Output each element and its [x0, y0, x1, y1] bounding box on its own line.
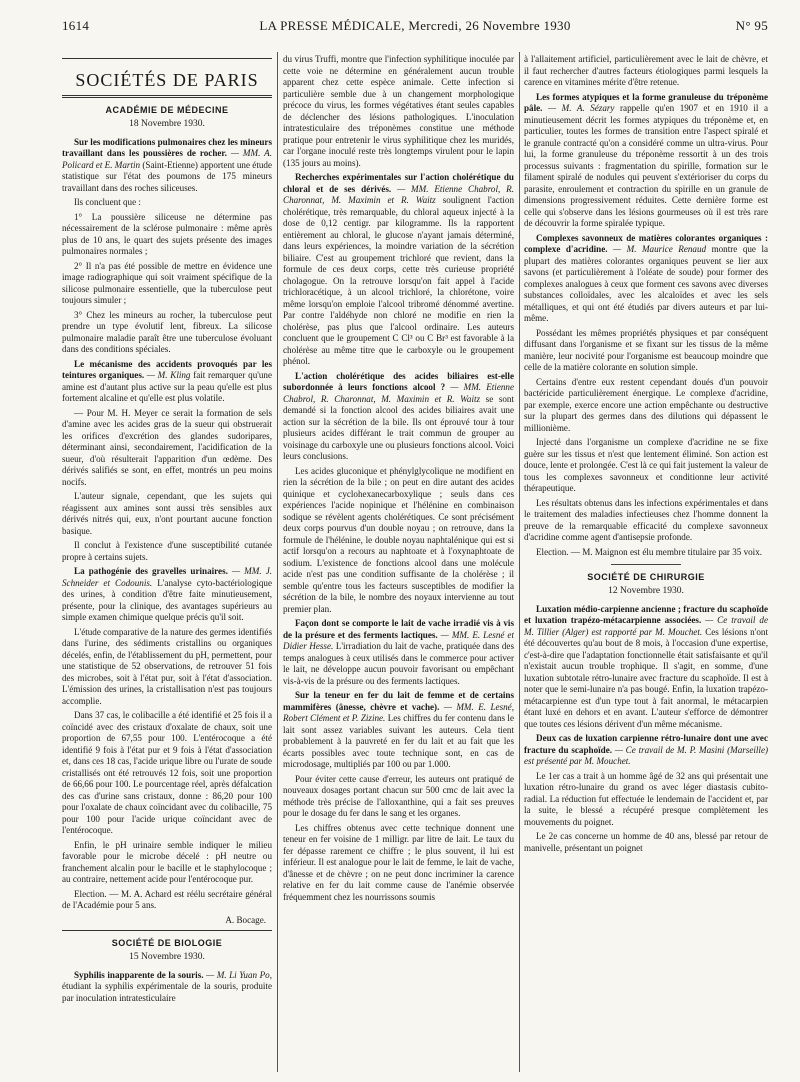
- article-authors: — Ce travail de M. Tillier (Alger) est rapporté par M. Mouchet.: [524, 615, 768, 637]
- paragraph: L'auteur signale, cependant, que les sujets qui réagissent aux amines sont aussi très sensibles aux dérivés nitrés qui, eux, n'ont pourtant aucune fonction basique.: [62, 491, 272, 536]
- election-note: Election. — M. A. Achard est réélu secrétaire général de l'Académie pour 5 ans.: [62, 888, 272, 910]
- paragraph: L'étude comparative de la nature des germes identifiés dans l'urine, des sédiments cristallins ou organiques décelés, enfin, de l'établissement du pH, permettent, pour une statistique de 52 observations, de retrouver 51 fois des microbes, soit à l'état pur, soit à l'état d'association. L'émission des urines, la cristallisation n'est pas toujours accomplie.: [62, 626, 272, 706]
- session-date: 18 Novembre 1930.: [129, 119, 205, 129]
- rule: [611, 564, 681, 565]
- paragraph: Pour éviter cette cause d'erreur, les auteurs ont pratiqué de nouveaux dosages portant chacun sur 500 cmc de lait avec la méthode très précise de l'alloxanthine, qui a fait ses preuves pour le dosage du fer dans le sang et les organes.: [283, 773, 514, 818]
- page-number: 1614: [62, 18, 90, 33]
- article-title: Sur la teneur en fer du lait de femme et de certains mammifères (ânesse, chèvre et vache).: [283, 690, 514, 712]
- article-title: Les formes atypiques et la forme granuleuse du tréponème pâle.: [524, 91, 768, 113]
- article-title: Complexes savonneux de matières colorantes organiques : complexe d'acridine.: [524, 232, 768, 254]
- paragraph: du virus Truffi, montre que l'infection syphilitique inoculée par cette voie ne détermine en généralement aucun trouble apparent chez cette espèce animale. Cette infection si particulière semble due à un changement morphologique précoce du virus, les formes végétatives étant seules capables de déclencher des lésions pathologiques. L'inoculation intratesticulaire des tréponèmes constitue une méthode pratique pour entretenir le virus syphilitique chez les muridés, car l'organe inoculé reste très longtemps virulent pour le lapin (135 jours au moins).: [283, 54, 514, 168]
- paragraph: Certains d'entre eux restent cependant doués d'un pouvoir bactéricide particulièrement énergique. Le complexe d'acridine, par exemple, exerce encore une action empêchante ou destructive sur la plupart des germes dans des dilutions qui dépassent le millionième.: [524, 376, 768, 433]
- society-heading: SOCIÉTÉ DE BIOLOGIE: [111, 938, 223, 948]
- article-authors: — Ce travail de M. P. Masini (Marseille) est présenté par M. Mouchet.: [524, 744, 768, 766]
- article-title: Façon dont se comporte le lait de vache irradié vis à vis de la présure et des ferments lactiques.: [283, 618, 514, 640]
- column-divider: [519, 52, 520, 1072]
- session-date: 12 Novembre 1930.: [608, 586, 684, 596]
- article-authors: — M. Maurice Renaud: [613, 244, 707, 254]
- column-2: [283, 54, 514, 1072]
- article-text: (Saint-Etienne) apportent une étude statistique sur l'état des poumons de 175 mineurs travaillant dans des roches siliceuses.: [62, 159, 272, 193]
- paragraph: Possédant les mêmes propriétés physiques et par conséquent diffusant dans l'organisme et se fixant sur les tissus de la même manière, leur nocivité pour l'organisme est beaucoup moindre que celle de la matière colorante en solution simple.: [524, 327, 768, 372]
- paragraph: 1° La poussière siliceuse ne détermine pas nécessairement de la sclérose pulmonaire : même après plus de 10 ans, le quart des sujets présente des images pulmonaires normales ;: [62, 211, 272, 256]
- paragraph: — Pour M. H. Meyer ce serait la formation de sels d'amine avec les acides gras de la sueur qui obstruerait les orifices d'excrétion des glandes sudoripares, déterminant ainsi, secondairement, l'acidification de la sueur, d'où résulterait l'apparition d'un œdème. Des dérivés salifiés se sont, en effet, montrés un peu moins nocifs.: [62, 407, 272, 487]
- article-text: rappelle qu'en 1907 et en 1910 il a minutieusement décrit les formes atypiques du tréponème et, en particulier, toutes les formes de transition entre l'aspect spiralé et le granule contracté qu'on a considéré comme un ultra-virus. Pour lui, la forme granuleuse du tréponème ressortit à un des trois processus suivants : fragmentation du spirille, formation sur le filament spiralé de nodules qui peuvent s'extérioriser du corps du parasite, enroulement et contraction du spirille en un granule de dimensions progressivement réduites. Cette dernière forme est celle qui s'observe dans les lésions gourmeuses où il est très rare de découvrir la forme spiralée typique.: [524, 103, 768, 228]
- article-title: La pathogénie des gravelles urinaires.: [74, 566, 228, 576]
- paragraph: Les acides gluconique et phénylglycolique ne modifient en rien la sécrétion de la bile ; on peut en dire autant des acides quinique et cyclohexanecarboxylique ; seuls dans ces expériences l'acide nopinique et l'hélénine en combinaison sodique se révèlent agents cholérétiques. Ce sont précisément deux corps pourvus d'un double noyau ; on retrouve, dans la formule de l'hélénine, le double noyau naphtalénique qui est si actif lorsqu'on a recours au naphtoate et à l'oxynaphtoate de sodium. L'existence de fonctions alcool dans une molécule acide n'est pas une condition suffisante de la cholérèse ; il semble qu'entre tous les facteurs susceptibles de modifier la sécrétion de la bile, le nombre des noyaux intervienne au tout premier plan.: [283, 465, 514, 614]
- paragraph: Ils concluent que :: [74, 197, 141, 207]
- article: [524, 733, 768, 768]
- article-title: Recherches expérimentales sur l'action cholérétique du chloral et de ses dérivés.: [283, 172, 514, 194]
- article-authors: — MM. A. Policard et E. Martin: [62, 148, 272, 170]
- article-title: Le mécanisme des accidents provoqués par les teintures organiques.: [62, 358, 272, 380]
- rule: [62, 95, 272, 98]
- election-note: Election. — M. Maignon est élu membre titulaire par 35 voix.: [536, 546, 763, 557]
- paragraph: Injecté dans l'organisme un complexe d'acridine ne se fixe guère sur les tissus et n'est que lentement éliminé. Son action est douce, lente et prolongée. C'est là ce qui fait justement la valeur de tous les complexes savonneux et conditionne leur activité thérapeutique.: [524, 437, 768, 493]
- article-title: Sur les modifications pulmonaires chez les mineurs travaillant dans les poussières de rocher.: [62, 136, 272, 158]
- article-text: L'analyse cyto-bactériologique des urines, à condition d'être faite minutieusement, présente, pour la clinique, des avantages supérieurs au simple examen chimique quelque précis qu'il soit.: [62, 577, 272, 622]
- paragraph: 2° Il n'a pas été possible de mettre en évidence une image radiographique qui soit vraiment spécifique de la silicose pulmonaire essentielle, que la tuberculose peut toujours simuler ;: [62, 260, 272, 305]
- article-text: L'irradiation du lait de vache, pratiquée dans des temps analogues à ceux utilisés dans le commerce pour activer le lait, ne développe aucun pouvoir favorisant ou empêchant vis-à-vis de la présure ou des ferments lactiques.: [283, 641, 514, 686]
- session-date: 15 Novembre 1930.: [129, 952, 205, 962]
- article-title: L'action cholérétique des acides biliaires est-elle subordonnée à leurs fonctions alcool ?: [283, 370, 514, 392]
- article: [283, 371, 514, 463]
- column-1: [62, 54, 272, 1072]
- article: [283, 690, 514, 771]
- journal-title: LA PRESSE MÉDICALE, Mercredi, 26 Novembre 1930: [259, 18, 571, 33]
- article: [283, 172, 514, 368]
- article: [62, 137, 272, 195]
- paragraph: Les chiffres obtenus avec cette technique donnent une teneur en fer voisine de 1 milligr. par litre de lait. Le taux du fer dépasse rarement ce chiffre ; le plus souvent, il lui est inférieur. Il est analogue pour le lait de femme, le lait de vache, d'ânesse et de chèvre ; on ne peut donc incriminer la carence relative en fer du lait comme cause de l'anémie observée fréquemment chez les nourrissons soumis: [283, 822, 514, 902]
- issue-number: N° 95: [735, 18, 768, 33]
- article-text: montre que la plupart des matières colorantes organiques peuvent se lier aux savons (et particulièrement à l'oléate de soude) pour former des complexes analogues à ceux que forment ces savons avec diverses substances colloïdales, avec les alcaloïdes et avec les sels métalliques, et qui ont été étudiés par divers auteurs et par lui-même.: [524, 244, 768, 323]
- article: [62, 970, 272, 1005]
- article-text: étudiant la syphilis expérimentale de la souris, produite par inoculation intratesticulaire: [62, 981, 272, 1003]
- running-header: [62, 18, 768, 38]
- article-text: fait remarquer qu'une amine est d'autant plus active sur la peau qu'elle est plus fortement alcaline et qu'elle est plus volatile.: [62, 370, 272, 403]
- article-authors: — MM. Etienne Chabrol, R. Charonnat, M. Maximin et R. Waitz: [283, 382, 514, 404]
- article: [524, 92, 768, 230]
- article-text: soulignent l'action cholérétique, très remarquable, du chloral aqueux injecté à la dose de 0,12 centigr. par kilogramme. Ils la rapportent entièrement au chloral, le glucose n'ayant jamais déterminé, dans leurs expériences, la moindre variation de la sécrétion biliaire. C'est au groupement trichloré que revient, dans la formule de ces deux corps, cette très curieuse propriété cholagogue. On la retrouve lorsqu'on fait appel à l'acide trichloracétique, à un alcool trichloré, la chlorétone, voire même lorsqu'on emploie l'alcool tribromé dénommé avertine. Par contre l'aldéhyde non chloré ne modifie en rien la cholérèse, pas plus que l'alcool ordinaire. Les auteurs concluent que le groupement C Cl³ ou C Br³ est favorable à la cholérèse au même titre que le carboxyle ou le groupement phénol.: [283, 195, 514, 366]
- paragraph: Enfin, le pH urinaire semble indiquer le milieu favorable pour le microbe décelé : pH neutre ou franchement alcalin pour le bacille et le staphylocoque ; au contraire, nettement acide pour l'entérocoque pur.: [62, 839, 272, 884]
- signature: A. Bocage.: [225, 914, 266, 925]
- section-title: SOCIÉTÉS DE PARIS: [75, 70, 259, 90]
- paragraph: à l'allaitement artificiel, particulièrement avec le lait de chèvre, et il faut rechercher d'autres facteurs étiologiques parmi lesquels la carence en vitamines mérite d'être retenue.: [524, 54, 768, 87]
- society-heading: ACADÉMIE DE MÉDECINE: [105, 105, 229, 115]
- article: [524, 604, 768, 731]
- paragraph: Dans 37 cas, le colibacille a été identifié et 25 fois il a coïncidé avec des cristaux d'oxalate de chaux, soit une proportion de 67,55 pour 100. L'entérocoque a été identifié 9 fois à l'état pur et 9 fois à l'état d'association et, dans ces 18 cas, l'acide urique libre ou l'urate de soude cristallisés ont été retrouvés 12 fois, soit une proportion de 66,66 pour 100. Le pourcentage réel, après défalcation des cas d'urine sans cristaux, donne : 86,20 pour 100 pour l'oxalate de chaux coïncidant avec du colibacille, 75 pour 100 pour l'acide urique coïncidant avec de l'entérocoque.: [62, 710, 272, 835]
- paragraph: Il conclut à l'existence d'une susceptibilité cutanée propre à certains sujets.: [62, 540, 272, 562]
- article-authors: — MM. Etienne Chabrol, R. Charonnat, M. Maximin et R. Waitz: [283, 183, 514, 205]
- article: [62, 359, 272, 405]
- article-authors: — M. Li Yuan Po,: [206, 969, 272, 980]
- paragraph: Le 1er cas a trait à un homme âgé de 32 ans qui présentait une luxation rétro-lunaire du grand os avec léger diastasis cubito-radial. La réduction fut effectuée le lendemain de l'accident et, par la suite, le blessé a récupéré presque complètement les mouvements du poignet.: [524, 770, 768, 827]
- article: [62, 566, 272, 624]
- rule: [62, 58, 272, 59]
- article: [283, 618, 514, 687]
- article-title: Luxation médio-carpienne ancienne ; fracture du scaphoïde et luxation trapézo-métacarpienne associées.: [524, 603, 768, 625]
- society-heading: SOCIÉTÉ DE CHIRURGIE: [587, 572, 705, 582]
- rule: [62, 930, 272, 931]
- paragraph: Le 2e cas concerne un homme de 40 ans, blessé par retour de manivelle, présentant un poignet: [524, 831, 768, 853]
- article: [524, 233, 768, 325]
- article-authors: — MM. J. Schneider et Codounis.: [62, 566, 272, 588]
- paragraph: Les résultats obtenus dans les infections expérimentales et dans le traitement des maladies infectieuses chez l'homme donnent la preuve de la remarquable efficacité du complexe savonneux d'acridine comme agent d'antisepsie profonde.: [524, 497, 768, 542]
- article-authors: — M. A. Sézary: [548, 103, 615, 113]
- article-text: se sont demandé si la fonction alcool des acides biliaires avait une action sur la sécrétion de la bile. Ils ont éprouvé tour à tour plusieurs acides différant le trait commun de grouper au voisinage du carboxyle une ou plusieurs fonctions alcool. Voici leurs conclusions.: [283, 393, 514, 461]
- article-authors: — MM. E. Lesné, Robert Clément et P. Zizine.: [283, 701, 514, 723]
- article-text: Les chiffres du fer contenu dans le lait sont assez variables suivant les auteurs. Cela tient probablement à la pauvreté en fer du lait et au fait que les écarts possibles avec toute technique sont, en cas de microdosage, multipliés par 100 ou par 1.000.: [283, 713, 514, 769]
- article-title: Deux cas de luxation carpienne rétro-lunaire dont une avec fracture du scaphoïde.: [524, 733, 768, 755]
- article-text: Ces lésions n'ont été découvertes qu'au bout de 8 mois, à l'occasion d'une expertise, c'est-à-dire que l'adaptation fonctionnelle était satisfaisante et qu'il n'existait aucun trouble trophique. Il s'agit, en somme, d'une luxation subtotale rétro-lunaire avec fracture du scaphoïde. Il est à noter que le semi-lunaire n'a pas bougé. Enfin, la luxation trapézo-métacarpienne est d'un type tout à fait anormal, le métacarpien étant luxé en dehors et en avant. L'auteur s'efforce de démontrer que toutes ces lésions dérivent d'un même mécanisme.: [524, 626, 768, 729]
- column-divider: [277, 52, 278, 1072]
- article-authors: — MM. E. Lesné et Didier Hesse.: [283, 629, 514, 651]
- column-3: [524, 54, 768, 1072]
- article-title: Syphilis inapparente de la souris.: [74, 969, 204, 980]
- paragraph: 3° Chez les mineurs au rocher, la tuberculose peut prendre un type évolutif lent, fibreux. La silicose pulmonaire maladie paraît être une tuberculose évoluant dans des conditions spéciales.: [62, 309, 272, 354]
- article-authors: — M. Kling: [146, 370, 191, 380]
